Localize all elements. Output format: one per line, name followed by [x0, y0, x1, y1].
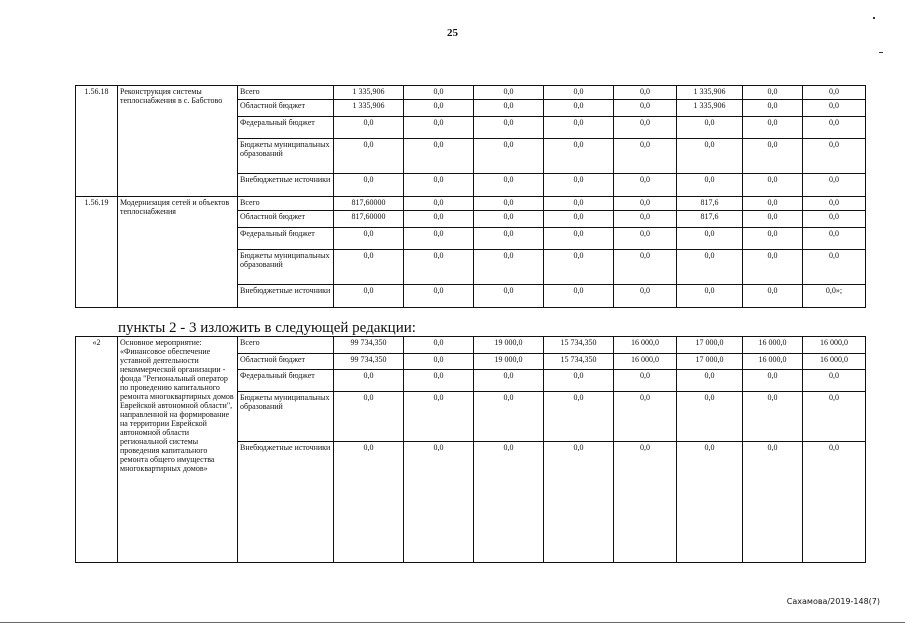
amount-cell: 0,0 — [677, 139, 743, 174]
table-row — [76, 197, 866, 211]
amount-cell: 0,0 — [614, 117, 677, 139]
amount-cell: 817,60000 — [334, 211, 404, 228]
amount-cell: 0,0 — [803, 117, 866, 139]
page-number: 25 — [447, 27, 458, 39]
amount-cell: 817,6 — [677, 197, 743, 211]
amount-cell: 0,0 — [474, 197, 544, 211]
amount-cell: 19 000,0 — [474, 337, 544, 354]
amount-cell: 0,0 — [544, 117, 614, 139]
funding-source: Бюджеты муниципальных образований — [238, 250, 334, 285]
amount-cell: 0,0 — [334, 285, 404, 308]
amount-cell: 0,0 — [334, 250, 404, 285]
amount-cell: 0,0 — [743, 228, 803, 250]
amount-cell: 817,6 — [677, 211, 743, 228]
amount-cell: 0,0 — [474, 100, 544, 117]
budget-table-part1 — [75, 85, 866, 308]
amount-cell: 1 335,906 — [334, 100, 404, 117]
scan-mark — [879, 52, 883, 53]
amount-cell: 15 734,350 — [544, 337, 614, 354]
amount-cell: 0,0 — [803, 250, 866, 285]
amount-cell: 0,0 — [404, 285, 474, 308]
document-id: Сахамова/2019-148(7) — [786, 597, 880, 606]
amount-cell: 0,0 — [544, 228, 614, 250]
amount-cell: 1 335,906 — [677, 86, 743, 100]
amount-cell: 1 335,906 — [677, 100, 743, 117]
amount-cell: 0,0 — [404, 228, 474, 250]
amount-cell: 0,0 — [743, 285, 803, 308]
amount-cell: 0,0 — [614, 392, 677, 442]
amount-cell: 0,0 — [803, 197, 866, 211]
amount-cell: 0,0 — [334, 442, 404, 563]
section-heading: пункты 2 - 3 изложить в следующей редакции: — [118, 320, 416, 336]
amount-cell: 0,0 — [614, 86, 677, 100]
funding-source: Внебюджетные источники — [238, 285, 334, 308]
funding-source: Внебюджетные источники — [238, 174, 334, 197]
funding-source: Областной бюджет — [238, 354, 334, 370]
amount-cell: 0,0 — [743, 370, 803, 392]
funding-source: Областной бюджет — [238, 211, 334, 228]
amount-cell: 0,0 — [677, 228, 743, 250]
amount-cell: 0,0 — [404, 337, 474, 354]
amount-cell: 0,0 — [474, 442, 544, 563]
amount-cell: 16 000,0 — [803, 354, 866, 370]
amount-cell: 0,0 — [614, 100, 677, 117]
amount-cell: 0,0 — [404, 442, 474, 563]
amount-cell: 0,0 — [334, 370, 404, 392]
amount-cell: 0,0 — [803, 86, 866, 100]
amount-cell: 0,0 — [677, 117, 743, 139]
amount-cell: 0,0 — [614, 250, 677, 285]
amount-cell: 0,0 — [803, 211, 866, 228]
amount-cell: 0,0 — [743, 100, 803, 117]
amount-cell: 0,0 — [743, 86, 803, 100]
funding-source: Всего — [238, 86, 334, 100]
amount-cell: 0,0 — [474, 370, 544, 392]
amount-cell: 1 335,906 — [334, 86, 404, 100]
amount-cell: 0,0 — [544, 250, 614, 285]
amount-cell: 0,0 — [677, 174, 743, 197]
amount-cell: 0,0»; — [803, 285, 866, 308]
amount-cell: 0,0 — [614, 228, 677, 250]
amount-cell: 0,0 — [803, 228, 866, 250]
table-row — [76, 337, 866, 354]
amount-cell: 0,0 — [803, 370, 866, 392]
amount-cell: 0,0 — [743, 117, 803, 139]
funding-source: Федеральный бюджет — [238, 370, 334, 392]
table-row — [76, 86, 866, 100]
scan-mark — [873, 17, 875, 19]
funding-source: Бюджеты муниципальных образований — [238, 139, 334, 174]
amount-cell: 0,0 — [474, 228, 544, 250]
amount-cell: 17 000,0 — [677, 337, 743, 354]
amount-cell: 0,0 — [743, 197, 803, 211]
amount-cell: 0,0 — [544, 86, 614, 100]
amount-cell: 0,0 — [614, 211, 677, 228]
item-code: 1.56.19 — [76, 197, 118, 308]
funding-source: Внебюджетные источники — [238, 442, 334, 563]
amount-cell: 0,0 — [614, 285, 677, 308]
amount-cell: 0,0 — [677, 442, 743, 563]
amount-cell: 0,0 — [743, 250, 803, 285]
amount-cell: 0,0 — [803, 442, 866, 563]
amount-cell: 0,0 — [404, 197, 474, 211]
amount-cell: 0,0 — [404, 100, 474, 117]
amount-cell: 0,0 — [404, 354, 474, 370]
amount-cell: 0,0 — [474, 285, 544, 308]
amount-cell: 0,0 — [743, 139, 803, 174]
amount-cell: 0,0 — [404, 86, 474, 100]
amount-cell: 0,0 — [544, 174, 614, 197]
amount-cell: 0,0 — [404, 174, 474, 197]
amount-cell: 0,0 — [544, 100, 614, 117]
amount-cell: 0,0 — [474, 117, 544, 139]
amount-cell: 0,0 — [404, 117, 474, 139]
amount-cell: 0,0 — [404, 211, 474, 228]
amount-cell: 0,0 — [614, 174, 677, 197]
amount-cell: 0,0 — [544, 285, 614, 308]
amount-cell: 0,0 — [743, 174, 803, 197]
item-name: Основное мероприятие: «Финансовое обеспечение уставной деятельности некоммерческой организации - фонда "Региональный оператор по проведению капитального ремонта многоквартирных домов Еврейской автономной области", направленной на формирование на территории Еврейской автономной области региональной системы проведения капитального ремонта общего имущества многоквартирных домов» — [118, 337, 238, 563]
amount-cell: 99 734,350 — [334, 337, 404, 354]
amount-cell: 0,0 — [544, 197, 614, 211]
funding-source: Федеральный бюджет — [238, 228, 334, 250]
bottom-rule — [0, 622, 905, 623]
amount-cell: 0,0 — [334, 174, 404, 197]
budget-table-part2 — [75, 336, 866, 563]
amount-cell: 0,0 — [614, 370, 677, 392]
amount-cell: 17 000,0 — [677, 354, 743, 370]
amount-cell: 16 000,0 — [803, 337, 866, 354]
funding-source: Бюджеты муниципальных образований — [238, 392, 334, 442]
amount-cell: 0,0 — [677, 285, 743, 308]
amount-cell: 0,0 — [474, 174, 544, 197]
amount-cell: 0,0 — [474, 392, 544, 442]
amount-cell: 15 734,350 — [544, 354, 614, 370]
item-name: Модернизация сетей и объектов теплоснабжения — [118, 197, 238, 308]
amount-cell: 0,0 — [614, 442, 677, 563]
funding-source: Всего — [238, 197, 334, 211]
funding-source: Всего — [238, 337, 334, 354]
funding-source: Федеральный бюджет — [238, 117, 334, 139]
amount-cell: 0,0 — [803, 174, 866, 197]
amount-cell: 0,0 — [803, 100, 866, 117]
amount-cell: 0,0 — [474, 86, 544, 100]
amount-cell: 16 000,0 — [743, 354, 803, 370]
amount-cell: 0,0 — [544, 392, 614, 442]
amount-cell: 0,0 — [474, 211, 544, 228]
amount-cell: 19 000,0 — [474, 354, 544, 370]
item-code: 1.56.18 — [76, 86, 118, 197]
amount-cell: 0,0 — [743, 442, 803, 563]
amount-cell: 16 000,0 — [614, 354, 677, 370]
item-name: Реконструкция системы теплоснабжения в с. Бабстово — [118, 86, 238, 197]
amount-cell: 0,0 — [544, 139, 614, 174]
amount-cell: 0,0 — [334, 139, 404, 174]
amount-cell: 0,0 — [677, 370, 743, 392]
amount-cell: 0,0 — [614, 197, 677, 211]
amount-cell: 0,0 — [544, 370, 614, 392]
amount-cell: 99 734,350 — [334, 354, 404, 370]
amount-cell: 0,0 — [404, 139, 474, 174]
amount-cell: 16 000,0 — [614, 337, 677, 354]
amount-cell: 0,0 — [404, 250, 474, 285]
amount-cell: 0,0 — [474, 250, 544, 285]
amount-cell: 0,0 — [334, 117, 404, 139]
amount-cell: 0,0 — [677, 392, 743, 442]
amount-cell: 0,0 — [803, 139, 866, 174]
amount-cell: 0,0 — [404, 370, 474, 392]
amount-cell: 0,0 — [614, 139, 677, 174]
item-code: «2 — [76, 337, 118, 563]
amount-cell: 817,60000 — [334, 197, 404, 211]
amount-cell: 0,0 — [544, 442, 614, 563]
amount-cell: 0,0 — [334, 228, 404, 250]
amount-cell: 0,0 — [677, 250, 743, 285]
amount-cell: 16 000,0 — [743, 337, 803, 354]
amount-cell: 0,0 — [404, 392, 474, 442]
amount-cell: 0,0 — [474, 139, 544, 174]
amount-cell: 0,0 — [334, 392, 404, 442]
amount-cell: 0,0 — [803, 392, 866, 442]
amount-cell: 0,0 — [743, 392, 803, 442]
amount-cell: 0,0 — [544, 211, 614, 228]
funding-source: Областной бюджет — [238, 100, 334, 117]
amount-cell: 0,0 — [743, 211, 803, 228]
